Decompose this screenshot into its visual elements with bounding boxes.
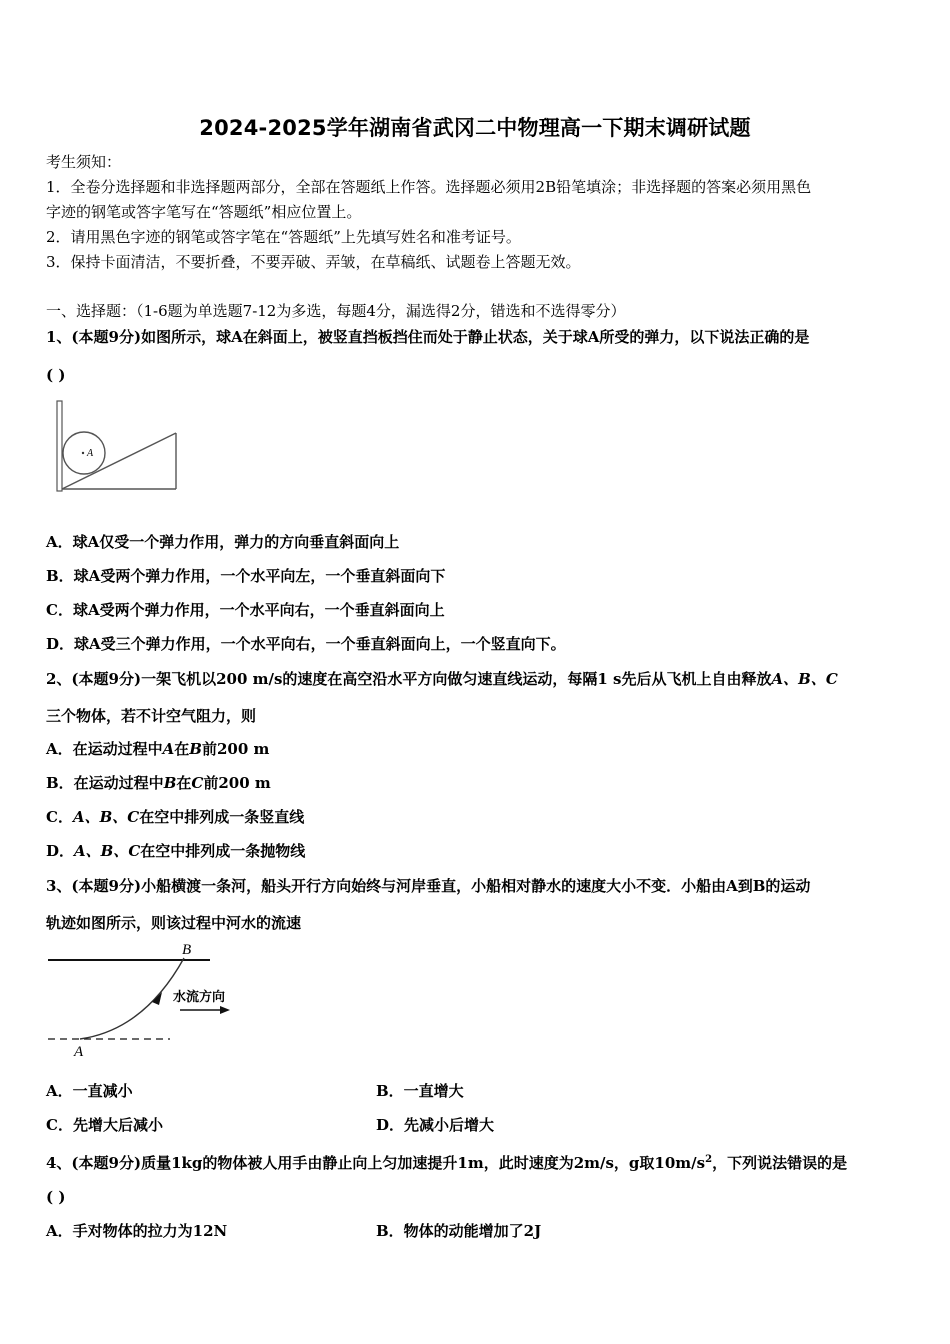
q1-option-a: A．球A仅受一个弹力作用，弹力的方向垂直斜面向上 <box>46 533 400 551</box>
notice-item: 1．全卷分选择题和非选择题两部分，全部在答题纸上作答。选择题必须用2B铅笔填涂；非选择题的答案必须用黑色 <box>46 178 812 196</box>
q1-figure-ball-on-incline <box>52 397 182 495</box>
q4-stem-text: 4、(本题9分)质量1kg的物体被人用手由静止向上匀加速提升1m，此时速度为2m/s，g取10m/s <box>46 1154 706 1172</box>
q4-option-a: A．手对物体的拉力为12N <box>46 1222 228 1240</box>
q1-figure-label: A <box>87 448 94 459</box>
q2-option-d-text: 在空中排列成一条抛物线 <box>140 842 306 860</box>
q2-option-b-text: B．在运动过程中 <box>46 774 164 792</box>
q2-option-b-text: 前200 m <box>203 774 271 792</box>
notice-item: 字迹的钢笔或答字笔写在“答题纸”相应位置上。 <box>46 203 362 221</box>
q2-option-a-text: 在 <box>174 740 190 758</box>
q2-option-a-text: 前200 m <box>201 740 270 758</box>
q2-option-b-var: B <box>163 774 177 792</box>
q2-option-d-var: A、B、C <box>74 842 141 860</box>
q2-stem-vars: A、B、C <box>771 670 838 688</box>
q2-option-a-text: A．在运动过程中 <box>46 740 163 758</box>
q2-stem <box>46 669 838 689</box>
q2-option-a-var: A <box>162 740 175 758</box>
q2-option-a-var: B <box>189 740 202 758</box>
q2-option-d-text: D． <box>46 842 75 860</box>
q3-stem: 3、(本题9分)小船横渡一条河，船头开行方向始终与河岸垂直，小船相对静水的速度大小不变．小船由A到B的运动 <box>46 877 811 895</box>
q2-option-b-var: C <box>191 774 204 792</box>
q2-stem-cont: 三个物体，若不计空气阻力，则 <box>46 707 257 725</box>
q4-stem <box>46 1150 847 1173</box>
q2-option-c <box>46 807 304 827</box>
q3-stem-cont: 轨迹如图所示，则该过程中河水的流速 <box>46 914 302 932</box>
q4-stem-paren: ( ) <box>46 1188 66 1206</box>
q3-option-a: A．一直减小 <box>46 1082 133 1100</box>
q1-stem-paren: ( ) <box>46 366 66 384</box>
section-heading: 一、选择题：（1-6题为单选题7-12为多选，每题4分，漏选得2分，错选和不选得零分） <box>46 302 626 320</box>
q2-option-c-text: 在空中排列成一条竖直线 <box>139 808 305 826</box>
q1-option-c: C．球A受两个弹力作用，一个水平向右，一个垂直斜面向上 <box>46 601 445 619</box>
q2-option-b <box>46 773 271 793</box>
q3-figure-label-a: A <box>74 1044 84 1060</box>
q2-option-b-text: 在 <box>176 774 192 792</box>
q2-option-d <box>46 841 305 861</box>
q3-option-d: D．先减小后增大 <box>376 1116 495 1134</box>
q3-option-c: C．先增大后减小 <box>46 1116 163 1134</box>
q1-option-b: B．球A受两个弹力作用，一个水平向左，一个垂直斜面向下 <box>46 567 446 585</box>
page-title: 2024-2025学年湖南省武冈二中物理高一下期末调研试题 <box>199 116 751 140</box>
q4-stem-text: ，下列说法错误的是 <box>712 1154 848 1172</box>
q3-figure-river-crossing <box>44 940 244 1062</box>
notice-item: 2．请用黑色字迹的钢笔或答字笔在“答题纸”上先填写姓名和准考证号。 <box>46 228 521 246</box>
q4-option-b: B．物体的动能增加了2J <box>376 1222 542 1240</box>
q2-option-c-var: A、B、C <box>72 808 140 826</box>
q1-stem: 1、(本题9分)如图所示，球A在斜面上，被竖直挡板挡住而处于静止状态，关于球A所受的弹力，以下说法正确的是 <box>46 328 810 346</box>
q3-option-b: B．一直增大 <box>376 1082 464 1100</box>
notice-heading: 考生须知： <box>46 153 122 171</box>
q3-figure-flow-label: 水流方向 <box>173 989 226 1004</box>
q2-option-a <box>46 739 269 759</box>
q4-stem-superscript: 2 <box>705 1154 713 1165</box>
q1-option-d: D．球A受三个弹力作用，一个水平向右，一个垂直斜面向上，一个竖直向下。 <box>46 635 566 653</box>
q2-stem-text: 2、(本题9分)一架飞机以200 m/s的速度在高空沿水平方向做匀速直线运动，每隔1 s先后从飞机上自由释放 <box>46 670 772 688</box>
q3-figure-label-b: B <box>182 942 192 958</box>
notice-item: 3．保持卡面清洁，不要折叠，不要弄破、弄皱，在草稿纸、试题卷上答题无效。 <box>46 253 581 271</box>
q2-option-c-text: C． <box>46 808 73 826</box>
